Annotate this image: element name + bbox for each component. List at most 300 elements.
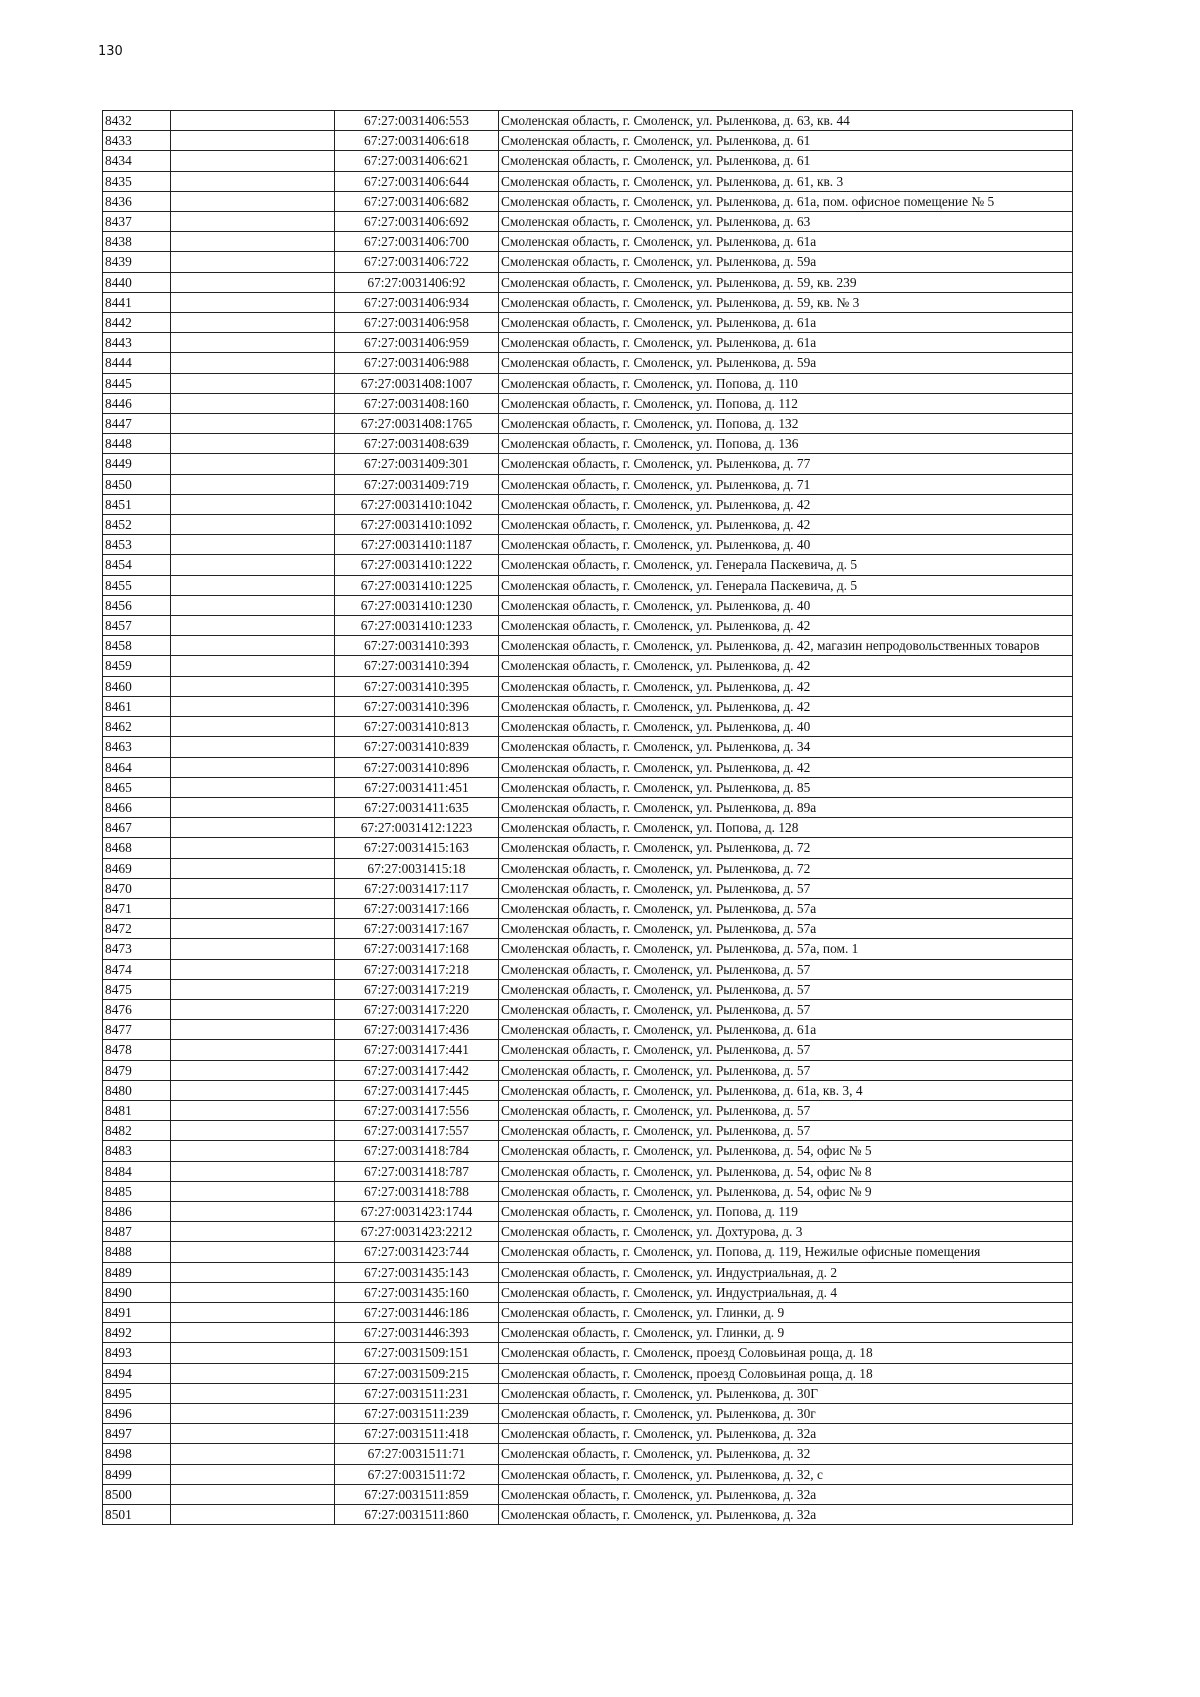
empty-cell	[171, 1040, 335, 1060]
cadastral-number-cell: 67:27:0031410:1092	[335, 515, 499, 535]
address-cell: Смоленская область, г. Смоленск, ул. Рыленкова, д. 32а	[499, 1484, 1073, 1504]
address-cell: Смоленская область, г. Смоленск, ул. Рыленкова, д. 42, магазин непродовольственных товаров	[499, 636, 1073, 656]
row-number-cell: 8488	[103, 1242, 171, 1262]
cadastral-number-cell: 67:27:0031418:787	[335, 1161, 499, 1181]
address-cell: Смоленская область, г. Смоленск, ул. Рыленкова, д. 57	[499, 999, 1073, 1019]
table-row	[103, 333, 1073, 353]
table-row	[103, 252, 1073, 272]
cadastral-number-cell: 67:27:0031435:160	[335, 1282, 499, 1302]
empty-cell	[171, 333, 335, 353]
empty-cell	[171, 1121, 335, 1141]
table-row	[103, 1060, 1073, 1080]
address-cell: Смоленская область, г. Смоленск, ул. Рыленкова, д. 42	[499, 494, 1073, 514]
property-registry-table	[102, 110, 1073, 1525]
empty-cell	[171, 1444, 335, 1464]
cadastral-number-cell: 67:27:0031423:1744	[335, 1201, 499, 1221]
empty-cell	[171, 858, 335, 878]
table-row	[103, 858, 1073, 878]
address-cell: Смоленская область, г. Смоленск, ул. Рыленкова, д. 42	[499, 616, 1073, 636]
cadastral-number-cell: 67:27:0031417:166	[335, 898, 499, 918]
table-row	[103, 535, 1073, 555]
address-cell: Смоленская область, г. Смоленск, ул. Рыленкова, д. 89а	[499, 797, 1073, 817]
empty-cell	[171, 1242, 335, 1262]
cadastral-number-cell: 67:27:0031511:859	[335, 1484, 499, 1504]
cadastral-number-cell: 67:27:0031417:220	[335, 999, 499, 1019]
empty-cell	[171, 191, 335, 211]
cadastral-number-cell: 67:27:0031417:167	[335, 919, 499, 939]
empty-cell	[171, 717, 335, 737]
empty-cell	[171, 595, 335, 615]
address-cell: Смоленская область, г. Смоленск, ул. Рыленкова, д. 85	[499, 777, 1073, 797]
row-number-cell: 8439	[103, 252, 171, 272]
address-cell: Смоленская область, г. Смоленск, ул. Индустриальная, д. 2	[499, 1262, 1073, 1282]
cadastral-number-cell: 67:27:0031412:1223	[335, 818, 499, 838]
address-cell: Смоленская область, г. Смоленск, ул. Рыленкова, д. 32а	[499, 1505, 1073, 1525]
table-row	[103, 1201, 1073, 1221]
cadastral-number-cell: 67:27:0031406:700	[335, 232, 499, 252]
empty-cell	[171, 1302, 335, 1322]
address-cell: Смоленская область, г. Смоленск, ул. Рыленкова, д. 63, кв. 44	[499, 111, 1073, 131]
empty-cell	[171, 1464, 335, 1484]
table-row	[103, 797, 1073, 817]
address-cell: Смоленская область, г. Смоленск, ул. Глинки, д. 9	[499, 1302, 1073, 1322]
address-cell: Смоленская область, г. Смоленск, ул. Глинки, д. 9	[499, 1323, 1073, 1343]
table-row	[103, 959, 1073, 979]
row-number-cell: 8450	[103, 474, 171, 494]
table-row	[103, 212, 1073, 232]
empty-cell	[171, 1424, 335, 1444]
row-number-cell: 8463	[103, 737, 171, 757]
address-cell: Смоленская область, г. Смоленск, ул. Рыленкова, д. 61а	[499, 1020, 1073, 1040]
address-cell: Смоленская область, г. Смоленск, ул. Рыленкова, д. 61	[499, 151, 1073, 171]
empty-cell	[171, 1282, 335, 1302]
row-number-cell: 8460	[103, 676, 171, 696]
cadastral-number-cell: 67:27:0031408:1007	[335, 373, 499, 393]
table-row	[103, 1424, 1073, 1444]
address-cell: Смоленская область, г. Смоленск, ул. Рыленкова, д. 57	[499, 979, 1073, 999]
table-row	[103, 515, 1073, 535]
table-row	[103, 1040, 1073, 1060]
table-row	[103, 414, 1073, 434]
address-cell: Смоленская область, г. Смоленск, ул. Рыленкова, д. 59, кв. 239	[499, 272, 1073, 292]
row-number-cell: 8442	[103, 313, 171, 333]
table-row	[103, 111, 1073, 131]
empty-cell	[171, 696, 335, 716]
address-cell: Смоленская область, г. Смоленск, ул. Рыленкова, д. 57	[499, 878, 1073, 898]
table-row	[103, 1505, 1073, 1525]
empty-cell	[171, 393, 335, 413]
row-number-cell: 8479	[103, 1060, 171, 1080]
row-number-cell: 8456	[103, 595, 171, 615]
cadastral-number-cell: 67:27:0031406:934	[335, 292, 499, 312]
address-cell: Смоленская область, г. Смоленск, ул. Рыленкова, д. 42	[499, 696, 1073, 716]
empty-cell	[171, 1060, 335, 1080]
row-number-cell: 8455	[103, 575, 171, 595]
cadastral-number-cell: 67:27:0031423:744	[335, 1242, 499, 1262]
empty-cell	[171, 777, 335, 797]
row-number-cell: 8436	[103, 191, 171, 211]
table-row	[103, 272, 1073, 292]
row-number-cell: 8486	[103, 1201, 171, 1221]
address-cell: Смоленская область, г. Смоленск, ул. Рыленкова, д. 57	[499, 1060, 1073, 1080]
cadastral-number-cell: 67:27:0031406:553	[335, 111, 499, 131]
cadastral-number-cell: 67:27:0031511:231	[335, 1383, 499, 1403]
cadastral-number-cell: 67:27:0031418:784	[335, 1141, 499, 1161]
cadastral-number-cell: 67:27:0031423:2212	[335, 1222, 499, 1242]
row-number-cell: 8451	[103, 494, 171, 514]
row-number-cell: 8445	[103, 373, 171, 393]
cadastral-number-cell: 67:27:0031411:451	[335, 777, 499, 797]
table-row	[103, 595, 1073, 615]
empty-cell	[171, 1141, 335, 1161]
table-row	[103, 939, 1073, 959]
address-cell: Смоленская область, г. Смоленск, ул. Попова, д. 132	[499, 414, 1073, 434]
cadastral-number-cell: 67:27:0031410:1225	[335, 575, 499, 595]
row-number-cell: 8495	[103, 1383, 171, 1403]
table-row	[103, 454, 1073, 474]
table-row	[103, 838, 1073, 858]
empty-cell	[171, 1404, 335, 1424]
row-number-cell: 8473	[103, 939, 171, 959]
address-cell: Смоленская область, г. Смоленск, ул. Рыленкова, д. 57	[499, 959, 1073, 979]
cadastral-number-cell: 67:27:0031410:813	[335, 717, 499, 737]
row-number-cell: 8467	[103, 818, 171, 838]
empty-cell	[171, 1343, 335, 1363]
row-number-cell: 8494	[103, 1363, 171, 1383]
row-number-cell: 8492	[103, 1323, 171, 1343]
row-number-cell: 8493	[103, 1343, 171, 1363]
row-number-cell: 8469	[103, 858, 171, 878]
row-number-cell: 8435	[103, 171, 171, 191]
table-row	[103, 696, 1073, 716]
empty-cell	[171, 111, 335, 131]
row-number-cell: 8496	[103, 1404, 171, 1424]
table-row	[103, 1282, 1073, 1302]
cadastral-number-cell: 67:27:0031417:556	[335, 1100, 499, 1120]
address-cell: Смоленская область, г. Смоленск, ул. Рыленкова, д. 71	[499, 474, 1073, 494]
empty-cell	[171, 1161, 335, 1181]
table-row	[103, 898, 1073, 918]
table-row	[103, 616, 1073, 636]
row-number-cell: 8449	[103, 454, 171, 474]
address-cell: Смоленская область, г. Смоленск, ул. Рыленкова, д. 61а	[499, 313, 1073, 333]
empty-cell	[171, 1080, 335, 1100]
cadastral-number-cell: 67:27:0031406:988	[335, 353, 499, 373]
address-cell: Смоленская область, г. Смоленск, ул. Рыленкова, д. 63	[499, 212, 1073, 232]
empty-cell	[171, 898, 335, 918]
table-row	[103, 393, 1073, 413]
address-cell: Смоленская область, г. Смоленск, ул. Индустриальная, д. 4	[499, 1282, 1073, 1302]
cadastral-number-cell: 67:27:0031406:621	[335, 151, 499, 171]
empty-cell	[171, 939, 335, 959]
cadastral-number-cell: 67:27:0031417:557	[335, 1121, 499, 1141]
row-number-cell: 8478	[103, 1040, 171, 1060]
empty-cell	[171, 797, 335, 817]
address-cell: Смоленская область, г. Смоленск, ул. Рыленкова, д. 32а	[499, 1424, 1073, 1444]
cadastral-number-cell: 67:27:0031446:393	[335, 1323, 499, 1343]
table-row	[103, 1343, 1073, 1363]
row-number-cell: 8461	[103, 696, 171, 716]
cadastral-number-cell: 67:27:0031408:639	[335, 434, 499, 454]
row-number-cell: 8462	[103, 717, 171, 737]
address-cell: Смоленская область, г. Смоленск, ул. Рыленкова, д. 42	[499, 676, 1073, 696]
row-number-cell: 8432	[103, 111, 171, 131]
table-row	[103, 1222, 1073, 1242]
cadastral-number-cell: 67:27:0031406:644	[335, 171, 499, 191]
row-number-cell: 8476	[103, 999, 171, 1019]
address-cell: Смоленская область, г. Смоленск, ул. Рыленкова, д. 77	[499, 454, 1073, 474]
empty-cell	[171, 414, 335, 434]
empty-cell	[171, 131, 335, 151]
cadastral-number-cell: 67:27:0031511:418	[335, 1424, 499, 1444]
empty-cell	[171, 171, 335, 191]
row-number-cell: 8438	[103, 232, 171, 252]
table-row	[103, 191, 1073, 211]
empty-cell	[171, 474, 335, 494]
table-row	[103, 1363, 1073, 1383]
row-number-cell: 8441	[103, 292, 171, 312]
empty-cell	[171, 1323, 335, 1343]
empty-cell	[171, 959, 335, 979]
cadastral-number-cell: 67:27:0031417:219	[335, 979, 499, 999]
row-number-cell: 8447	[103, 414, 171, 434]
cadastral-number-cell: 67:27:0031406:959	[335, 333, 499, 353]
address-cell: Смоленская область, г. Смоленск, проезд Соловьиная роща, д. 18	[499, 1343, 1073, 1363]
cadastral-number-cell: 67:27:0031410:1187	[335, 535, 499, 555]
address-cell: Смоленская область, г. Смоленск, ул. Попова, д. 119	[499, 1201, 1073, 1221]
empty-cell	[171, 838, 335, 858]
row-number-cell: 8483	[103, 1141, 171, 1161]
cadastral-number-cell: 67:27:0031415:163	[335, 838, 499, 858]
table-row	[103, 636, 1073, 656]
empty-cell	[171, 515, 335, 535]
address-cell: Смоленская область, г. Смоленск, ул. Рыленкова, д. 61а, пом. офисное помещение № 5	[499, 191, 1073, 211]
address-cell: Смоленская область, г. Смоленск, ул. Рыленкова, д. 57а	[499, 919, 1073, 939]
table-row	[103, 717, 1073, 737]
address-cell: Смоленская область, г. Смоленск, ул. Генерала Паскевича, д. 5	[499, 555, 1073, 575]
address-cell: Смоленская область, г. Смоленск, ул. Рыленкова, д. 57	[499, 1040, 1073, 1060]
table-row	[103, 1020, 1073, 1040]
cadastral-number-cell: 67:27:0031435:143	[335, 1262, 499, 1282]
row-number-cell: 8500	[103, 1484, 171, 1504]
address-cell: Смоленская область, г. Смоленск, ул. Рыленкова, д. 61, кв. 3	[499, 171, 1073, 191]
address-cell: Смоленская область, г. Смоленск, ул. Генерала Паскевича, д. 5	[499, 575, 1073, 595]
address-cell: Смоленская область, г. Смоленск, ул. Рыленкова, д. 40	[499, 717, 1073, 737]
empty-cell	[171, 1363, 335, 1383]
registry-body	[103, 111, 1073, 1525]
row-number-cell: 8454	[103, 555, 171, 575]
cadastral-number-cell: 67:27:0031408:160	[335, 393, 499, 413]
table-row	[103, 353, 1073, 373]
address-cell: Смоленская область, г. Смоленск, ул. Дохтурова, д. 3	[499, 1222, 1073, 1242]
empty-cell	[171, 676, 335, 696]
row-number-cell: 8446	[103, 393, 171, 413]
address-cell: Смоленская область, г. Смоленск, ул. Рыленкова, д. 32	[499, 1444, 1073, 1464]
cadastral-number-cell: 67:27:0031417:218	[335, 959, 499, 979]
row-number-cell: 8477	[103, 1020, 171, 1040]
row-number-cell: 8485	[103, 1181, 171, 1201]
table-row	[103, 1161, 1073, 1181]
row-number-cell: 8437	[103, 212, 171, 232]
empty-cell	[171, 616, 335, 636]
table-row	[103, 777, 1073, 797]
table-row	[103, 1404, 1073, 1424]
empty-cell	[171, 272, 335, 292]
table-row	[103, 1100, 1073, 1120]
empty-cell	[171, 232, 335, 252]
table-row	[103, 434, 1073, 454]
row-number-cell: 8452	[103, 515, 171, 535]
empty-cell	[171, 1262, 335, 1282]
table-row	[103, 1141, 1073, 1161]
address-cell: Смоленская область, г. Смоленск, ул. Рыленкова, д. 54, офис № 5	[499, 1141, 1073, 1161]
row-number-cell: 8453	[103, 535, 171, 555]
cadastral-number-cell: 67:27:0031410:396	[335, 696, 499, 716]
cadastral-number-cell: 67:27:0031410:1222	[335, 555, 499, 575]
cadastral-number-cell: 67:27:0031417:168	[335, 939, 499, 959]
row-number-cell: 8474	[103, 959, 171, 979]
cadastral-number-cell: 67:27:0031417:117	[335, 878, 499, 898]
cadastral-number-cell: 67:27:0031406:692	[335, 212, 499, 232]
row-number-cell: 8470	[103, 878, 171, 898]
address-cell: Смоленская область, г. Смоленск, ул. Попова, д. 112	[499, 393, 1073, 413]
row-number-cell: 8487	[103, 1222, 171, 1242]
row-number-cell: 8491	[103, 1302, 171, 1322]
address-cell: Смоленская область, г. Смоленск, ул. Рыленкова, д. 61а	[499, 333, 1073, 353]
address-cell: Смоленская область, г. Смоленск, ул. Рыленкова, д. 42	[499, 757, 1073, 777]
row-number-cell: 8457	[103, 616, 171, 636]
empty-cell	[171, 1100, 335, 1120]
empty-cell	[171, 252, 335, 272]
row-number-cell: 8499	[103, 1464, 171, 1484]
table-row	[103, 575, 1073, 595]
address-cell: Смоленская область, г. Смоленск, проезд Соловьиная роща, д. 18	[499, 1363, 1073, 1383]
address-cell: Смоленская область, г. Смоленск, ул. Рыленкова, д. 57а, пом. 1	[499, 939, 1073, 959]
cadastral-number-cell: 67:27:0031410:1230	[335, 595, 499, 615]
empty-cell	[171, 1383, 335, 1403]
table-row	[103, 1181, 1073, 1201]
empty-cell	[171, 999, 335, 1019]
row-number-cell: 8484	[103, 1161, 171, 1181]
cadastral-number-cell: 67:27:0031511:860	[335, 1505, 499, 1525]
cadastral-number-cell: 67:27:0031511:71	[335, 1444, 499, 1464]
row-number-cell: 8468	[103, 838, 171, 858]
row-number-cell: 8482	[103, 1121, 171, 1141]
row-number-cell: 8501	[103, 1505, 171, 1525]
row-number-cell: 8464	[103, 757, 171, 777]
address-cell: Смоленская область, г. Смоленск, ул. Рыленкова, д. 42	[499, 515, 1073, 535]
row-number-cell: 8498	[103, 1444, 171, 1464]
address-cell: Смоленская область, г. Смоленск, ул. Рыленкова, д. 54, офис № 9	[499, 1181, 1073, 1201]
table-row	[103, 1323, 1073, 1343]
cadastral-number-cell: 67:27:0031509:215	[335, 1363, 499, 1383]
cadastral-number-cell: 67:27:0031410:1233	[335, 616, 499, 636]
empty-cell	[171, 313, 335, 333]
table-row	[103, 757, 1073, 777]
table-row	[103, 494, 1073, 514]
cadastral-number-cell: 67:27:0031446:186	[335, 1302, 499, 1322]
address-cell: Смоленская область, г. Смоленск, ул. Рыленкова, д. 59а	[499, 252, 1073, 272]
table-row	[103, 999, 1073, 1019]
row-number-cell: 8490	[103, 1282, 171, 1302]
empty-cell	[171, 575, 335, 595]
table-row	[103, 1444, 1073, 1464]
table-row	[103, 676, 1073, 696]
row-number-cell: 8459	[103, 656, 171, 676]
table-row	[103, 919, 1073, 939]
table-row	[103, 818, 1073, 838]
page-number: 130	[98, 44, 123, 59]
cadastral-number-cell: 67:27:0031409:719	[335, 474, 499, 494]
empty-cell	[171, 636, 335, 656]
row-number-cell: 8466	[103, 797, 171, 817]
table-row	[103, 1302, 1073, 1322]
empty-cell	[171, 555, 335, 575]
empty-cell	[171, 757, 335, 777]
address-cell: Смоленская область, г. Смоленск, ул. Рыленкова, д. 34	[499, 737, 1073, 757]
cadastral-number-cell: 67:27:0031408:1765	[335, 414, 499, 434]
empty-cell	[171, 1201, 335, 1221]
table-row	[103, 151, 1073, 171]
row-number-cell: 8481	[103, 1100, 171, 1120]
empty-cell	[171, 212, 335, 232]
cadastral-number-cell: 67:27:0031417:442	[335, 1060, 499, 1080]
empty-cell	[171, 454, 335, 474]
table-row	[103, 1383, 1073, 1403]
address-cell: Смоленская область, г. Смоленск, ул. Попова, д. 136	[499, 434, 1073, 454]
address-cell: Смоленская область, г. Смоленск, ул. Попова, д. 110	[499, 373, 1073, 393]
row-number-cell: 8489	[103, 1262, 171, 1282]
row-number-cell: 8443	[103, 333, 171, 353]
cadastral-number-cell: 67:27:0031411:635	[335, 797, 499, 817]
table-row	[103, 373, 1073, 393]
address-cell: Смоленская область, г. Смоленск, ул. Рыленкова, д. 57	[499, 1121, 1073, 1141]
address-cell: Смоленская область, г. Смоленск, ул. Рыленкова, д. 32, с	[499, 1464, 1073, 1484]
address-cell: Смоленская область, г. Смоленск, ул. Рыленкова, д. 72	[499, 838, 1073, 858]
cadastral-number-cell: 67:27:0031406:682	[335, 191, 499, 211]
table-row	[103, 171, 1073, 191]
empty-cell	[171, 373, 335, 393]
address-cell: Смоленская область, г. Смоленск, ул. Рыленкова, д. 42	[499, 656, 1073, 676]
table-row	[103, 656, 1073, 676]
cadastral-number-cell: 67:27:0031415:18	[335, 858, 499, 878]
cadastral-number-cell: 67:27:0031406:958	[335, 313, 499, 333]
row-number-cell: 8444	[103, 353, 171, 373]
empty-cell	[171, 434, 335, 454]
empty-cell	[171, 979, 335, 999]
row-number-cell: 8434	[103, 151, 171, 171]
address-cell: Смоленская область, г. Смоленск, ул. Рыленкова, д. 61	[499, 131, 1073, 151]
cadastral-number-cell: 67:27:0031410:393	[335, 636, 499, 656]
empty-cell	[171, 878, 335, 898]
empty-cell	[171, 1505, 335, 1525]
empty-cell	[171, 1020, 335, 1040]
cadastral-number-cell: 67:27:0031417:445	[335, 1080, 499, 1100]
address-cell: Смоленская область, г. Смоленск, ул. Рыленкова, д. 57	[499, 1100, 1073, 1120]
address-cell: Смоленская область, г. Смоленск, ул. Рыленкова, д. 61а	[499, 232, 1073, 252]
empty-cell	[171, 1222, 335, 1242]
cadastral-number-cell: 67:27:0031418:788	[335, 1181, 499, 1201]
cadastral-number-cell: 67:27:0031410:395	[335, 676, 499, 696]
row-number-cell: 8497	[103, 1424, 171, 1444]
address-cell: Смоленская область, г. Смоленск, ул. Рыленкова, д. 61а, кв. 3, 4	[499, 1080, 1073, 1100]
row-number-cell: 8465	[103, 777, 171, 797]
address-cell: Смоленская область, г. Смоленск, ул. Рыленкова, д. 30г	[499, 1404, 1073, 1424]
row-number-cell: 8471	[103, 898, 171, 918]
address-cell: Смоленская область, г. Смоленск, ул. Рыленкова, д. 59а	[499, 353, 1073, 373]
empty-cell	[171, 151, 335, 171]
empty-cell	[171, 1484, 335, 1504]
